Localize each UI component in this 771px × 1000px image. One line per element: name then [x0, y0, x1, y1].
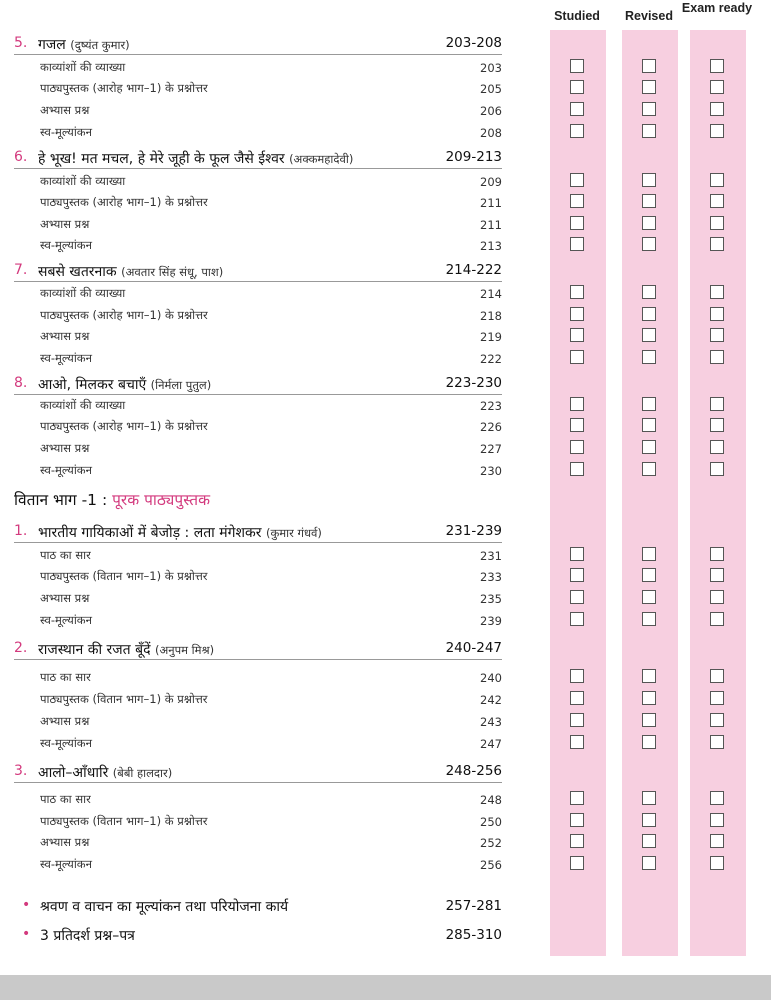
item-title: स्व-मूल्यांकन — [40, 613, 93, 627]
revised-checkbox[interactable] — [642, 735, 656, 749]
item-title: पाठ्यपुस्तक (आरोह भाग–1) के प्रश्नोत्तर — [40, 195, 208, 209]
chapter-title — [38, 35, 130, 54]
item-title: अभ्यास प्रश्न — [40, 217, 90, 231]
list-item — [14, 236, 502, 256]
list-item — [14, 349, 502, 369]
item-page: 203 — [480, 61, 502, 75]
revised-checkbox[interactable] — [642, 285, 656, 299]
chapter-row — [14, 637, 502, 660]
chapter-title-text: आओ, मिलकर बचाएँ — [38, 377, 147, 393]
revised-checkbox[interactable] — [642, 669, 656, 683]
revised-checkbox[interactable] — [642, 612, 656, 626]
chapter-number: 5. — [14, 35, 28, 51]
item-title: काव्यांशों की व्याख्या — [40, 60, 126, 74]
studied-checkbox[interactable] — [570, 194, 584, 208]
list-item — [14, 546, 502, 566]
item-page: 227 — [480, 442, 502, 456]
exam-ready-checkbox[interactable] — [710, 691, 724, 705]
bullet-pages: 285-310 — [445, 927, 502, 943]
revised-checkbox[interactable] — [642, 834, 656, 848]
list-item — [14, 734, 502, 754]
item-title: पाठ्यपुस्तक (आरोह भाग–1) के प्रश्नोत्तर — [40, 81, 208, 95]
bullet-pages: 257-281 — [445, 898, 502, 914]
studied-checkbox[interactable] — [570, 813, 584, 827]
studied-checkbox[interactable] — [570, 462, 584, 476]
item-title: पाठ्यपुस्तक (वितान भाग–1) के प्रश्नोत्तर — [40, 569, 208, 583]
list-item — [14, 461, 502, 481]
item-page: 209 — [480, 175, 502, 189]
item-page: 206 — [480, 104, 502, 118]
item-title: काव्यांशों की व्याख्या — [40, 398, 126, 412]
studied-checkbox[interactable] — [570, 440, 584, 454]
chapter-author: (बेबी हालदार) — [112, 766, 173, 780]
section-heading — [14, 488, 210, 510]
chapter-number: 7. — [14, 262, 28, 278]
revised-checkbox[interactable] — [642, 102, 656, 116]
exam-ready-checkbox[interactable] — [710, 791, 724, 805]
list-item — [14, 123, 502, 143]
exam-ready-checkbox[interactable] — [710, 237, 724, 251]
revised-checkbox[interactable] — [642, 691, 656, 705]
item-page: 211 — [480, 196, 502, 210]
bullet-item — [14, 924, 502, 946]
chapter-row — [14, 372, 502, 395]
exam-ready-checkbox[interactable] — [710, 813, 724, 827]
list-item — [14, 668, 502, 688]
item-title: अभ्यास प्रश्न — [40, 441, 90, 455]
item-title: पाठ का सार — [40, 792, 91, 806]
chapter-number: 3. — [14, 763, 28, 779]
item-title: पाठ का सार — [40, 670, 91, 684]
studied-checkbox[interactable] — [570, 173, 584, 187]
item-title: अभ्यास प्रश्न — [40, 103, 90, 117]
item-title: काव्यांशों की व्याख्या — [40, 286, 126, 300]
list-item — [14, 284, 502, 304]
item-page: 256 — [480, 858, 502, 872]
studied-checkbox[interactable] — [570, 59, 584, 73]
section-highlight: पूरक पाठ्यपुस्तक — [112, 491, 210, 509]
bullet-item — [14, 895, 502, 917]
item-title: पाठ्यपुस्तक (वितान भाग–1) के प्रश्नोत्तर — [40, 692, 208, 706]
chapter-row — [14, 259, 502, 282]
list-item — [14, 417, 502, 437]
list-item — [14, 833, 502, 853]
bullet-dot: • — [22, 897, 31, 913]
item-title: अभ्यास प्रश्न — [40, 591, 90, 605]
exam-ready-checkbox[interactable] — [710, 124, 724, 138]
chapter-title-text: आलो–आँधारि — [38, 765, 109, 781]
studied-checkbox[interactable] — [570, 350, 584, 364]
item-title: अभ्यास प्रश्न — [40, 714, 90, 728]
studied-checkbox[interactable] — [570, 307, 584, 321]
exam-ready-checkbox[interactable] — [710, 612, 724, 626]
item-page: 233 — [480, 570, 502, 584]
revised-checkbox[interactable] — [642, 397, 656, 411]
exam-ready-checkbox[interactable] — [710, 669, 724, 683]
item-title: पाठ्यपुस्तक (आरोह भाग–1) के प्रश्नोत्तर — [40, 419, 208, 433]
item-page: 208 — [480, 126, 502, 140]
revised-checkbox[interactable] — [642, 713, 656, 727]
chapter-title — [38, 523, 322, 542]
exam-ready-checkbox[interactable] — [710, 568, 724, 582]
list-item — [14, 306, 502, 326]
item-page: 214 — [480, 287, 502, 301]
exam-ready-column-header: Exam ready — [681, 1, 753, 15]
item-title: स्व-मूल्यांकन — [40, 351, 93, 365]
studied-checkbox[interactable] — [570, 102, 584, 116]
chapter-pages: 214-222 — [445, 262, 502, 278]
revised-checkbox[interactable] — [642, 547, 656, 561]
studied-checkbox[interactable] — [570, 590, 584, 604]
item-page: 239 — [480, 614, 502, 628]
exam-ready-checkbox[interactable] — [710, 102, 724, 116]
list-item — [14, 215, 502, 235]
revised-checkbox[interactable] — [642, 216, 656, 230]
list-item — [14, 611, 502, 631]
studied-checkbox[interactable] — [570, 856, 584, 870]
chapter-pages: 248-256 — [445, 763, 502, 779]
exam-ready-checkbox[interactable] — [710, 59, 724, 73]
studied-checkbox[interactable] — [570, 791, 584, 805]
list-item — [14, 58, 502, 78]
item-page: 247 — [480, 737, 502, 751]
revised-checkbox[interactable] — [642, 307, 656, 321]
list-item — [14, 790, 502, 810]
studied-checkbox[interactable] — [570, 691, 584, 705]
chapter-number: 8. — [14, 375, 28, 391]
list-item — [14, 101, 502, 121]
revised-checkbox[interactable] — [642, 59, 656, 73]
list-item — [14, 327, 502, 347]
list-item — [14, 589, 502, 609]
studied-checkbox[interactable] — [570, 547, 584, 561]
exam-ready-checkbox[interactable] — [710, 194, 724, 208]
chapter-title — [38, 375, 211, 394]
exam-ready-checkbox[interactable] — [710, 440, 724, 454]
revised-checkbox[interactable] — [642, 791, 656, 805]
item-title: स्व-मूल्यांकन — [40, 736, 93, 750]
item-page: 230 — [480, 464, 502, 478]
chapter-author: (अवतार सिंह संधू, पाश) — [121, 265, 224, 279]
chapter-pages: 231-239 — [445, 523, 502, 539]
revised-checkbox[interactable] — [642, 124, 656, 138]
item-title: स्व-मूल्यांकन — [40, 238, 93, 252]
item-page: 205 — [480, 82, 502, 96]
chapter-title — [38, 262, 223, 281]
exam-ready-checkbox[interactable] — [710, 307, 724, 321]
list-item — [14, 172, 502, 192]
studied-checkbox[interactable] — [570, 669, 584, 683]
chapter-row — [14, 520, 502, 543]
item-title: पाठ्यपुस्तक (आरोह भाग–1) के प्रश्नोत्तर — [40, 308, 208, 322]
studied-checkbox[interactable] — [570, 237, 584, 251]
studied-checkbox[interactable] — [570, 285, 584, 299]
chapter-author: (दुष्यंत कुमार) — [70, 38, 130, 52]
chapter-author: (अनुपम मिश्र) — [154, 643, 215, 657]
item-page: 213 — [480, 239, 502, 253]
exam-ready-checkbox[interactable] — [710, 80, 724, 94]
revised-checkbox[interactable] — [642, 173, 656, 187]
chapter-row — [14, 760, 502, 783]
chapter-author: (कुमार गंधर्व) — [265, 526, 322, 540]
section-prefix: वितान भाग -1 : — [14, 491, 108, 509]
studied-checkbox[interactable] — [570, 397, 584, 411]
bullet-title: श्रवण व वाचन का मूल्यांकन तथा परियोजना कार्य — [40, 899, 289, 915]
revised-checkbox[interactable] — [642, 350, 656, 364]
studied-checkbox[interactable] — [570, 328, 584, 342]
studied-checkbox[interactable] — [570, 568, 584, 582]
studied-checkbox[interactable] — [570, 612, 584, 626]
revised-checkbox[interactable] — [642, 813, 656, 827]
item-title: काव्यांशों की व्याख्या — [40, 174, 126, 188]
item-page: 248 — [480, 793, 502, 807]
exam-ready-checkbox[interactable] — [710, 856, 724, 870]
exam-ready-checkbox[interactable] — [710, 418, 724, 432]
list-item — [14, 855, 502, 875]
chapter-title-text: गजल — [38, 37, 66, 53]
chapter-title-text: हे भूख! मत मचल, हे मेरे जूही के फूल जैसे ईश्वर — [38, 151, 285, 167]
chapter-number: 2. — [14, 640, 28, 656]
exam-ready-checkbox[interactable] — [710, 216, 724, 230]
revised-checkbox[interactable] — [642, 328, 656, 342]
item-page: 218 — [480, 309, 502, 323]
list-item — [14, 712, 502, 732]
studied-checkbox[interactable] — [570, 80, 584, 94]
exam-ready-checkbox[interactable] — [710, 713, 724, 727]
revised-checkbox[interactable] — [642, 418, 656, 432]
bullet-title: 3 प्रतिदर्श प्रश्न–पत्र — [40, 928, 135, 944]
chapter-pages: 209-213 — [445, 149, 502, 165]
item-page: 231 — [480, 549, 502, 563]
chapter-pages: 203-208 — [445, 35, 502, 51]
item-page: 240 — [480, 671, 502, 685]
chapter-author: (निर्मला पुतुल) — [150, 378, 212, 392]
exam-ready-checkbox[interactable] — [710, 397, 724, 411]
chapter-row — [14, 32, 502, 55]
item-page: 223 — [480, 399, 502, 413]
studied-checkbox[interactable] — [570, 713, 584, 727]
item-title: पाठ का सार — [40, 548, 91, 562]
exam-ready-checkbox[interactable] — [710, 834, 724, 848]
exam-ready-checkbox[interactable] — [710, 735, 724, 749]
list-item — [14, 812, 502, 832]
item-page: 250 — [480, 815, 502, 829]
revised-checkbox[interactable] — [642, 194, 656, 208]
chapter-title — [38, 640, 214, 659]
item-page: 243 — [480, 715, 502, 729]
footer-bar — [0, 975, 771, 1000]
item-page: 242 — [480, 693, 502, 707]
item-title: अभ्यास प्रश्न — [40, 329, 90, 343]
chapter-title-text: सबसे खतरनाक — [38, 264, 117, 280]
revised-checkbox[interactable] — [642, 80, 656, 94]
revised-checkbox[interactable] — [642, 590, 656, 604]
exam-ready-checkbox[interactable] — [710, 547, 724, 561]
revised-column-header: Revised — [625, 9, 673, 23]
item-title: स्व-मूल्यांकन — [40, 857, 93, 871]
chapter-author: (अक्कमहादेवी) — [289, 152, 354, 166]
exam-ready-checkbox[interactable] — [710, 590, 724, 604]
item-page: 226 — [480, 420, 502, 434]
exam-ready-checkbox[interactable] — [710, 328, 724, 342]
exam-ready-checkbox[interactable] — [710, 285, 724, 299]
item-title: स्व-मूल्यांकन — [40, 125, 93, 139]
list-item — [14, 439, 502, 459]
item-page: 222 — [480, 352, 502, 366]
revised-checkbox[interactable] — [642, 237, 656, 251]
studied-checkbox[interactable] — [570, 418, 584, 432]
list-item — [14, 690, 502, 710]
revised-checkbox[interactable] — [642, 856, 656, 870]
item-page: 219 — [480, 330, 502, 344]
revised-checkbox[interactable] — [642, 440, 656, 454]
item-title: पाठ्यपुस्तक (वितान भाग–1) के प्रश्नोत्तर — [40, 814, 208, 828]
item-page: 235 — [480, 592, 502, 606]
studied-column-header: Studied — [554, 9, 600, 23]
list-item — [14, 567, 502, 587]
revised-checkbox[interactable] — [642, 462, 656, 476]
studied-checkbox[interactable] — [570, 735, 584, 749]
chapter-pages: 223-230 — [445, 375, 502, 391]
chapter-title — [38, 149, 353, 168]
item-title: अभ्यास प्रश्न — [40, 835, 90, 849]
item-page: 252 — [480, 836, 502, 850]
chapter-title — [38, 763, 172, 782]
studied-checkbox[interactable] — [570, 216, 584, 230]
list-item — [14, 396, 502, 416]
bullet-dot: • — [22, 926, 31, 942]
item-title: स्व-मूल्यांकन — [40, 463, 93, 477]
exam-ready-checkbox[interactable] — [710, 350, 724, 364]
studied-checkbox[interactable] — [570, 834, 584, 848]
list-item — [14, 79, 502, 99]
list-item — [14, 193, 502, 213]
chapter-title-text: राजस्थान की रजत बूँदें — [38, 642, 151, 658]
chapter-title-text: भारतीय गायिकाओं में बेजोड़ : लता मंगेशकर — [38, 525, 262, 541]
item-page: 211 — [480, 218, 502, 232]
chapter-pages: 240-247 — [445, 640, 502, 656]
exam-ready-checkbox[interactable] — [710, 173, 724, 187]
revised-checkbox[interactable] — [642, 568, 656, 582]
chapter-row — [14, 146, 502, 169]
exam-ready-checkbox[interactable] — [710, 462, 724, 476]
chapter-number: 1. — [14, 523, 28, 539]
studied-checkbox[interactable] — [570, 124, 584, 138]
chapter-number: 6. — [14, 149, 28, 165]
